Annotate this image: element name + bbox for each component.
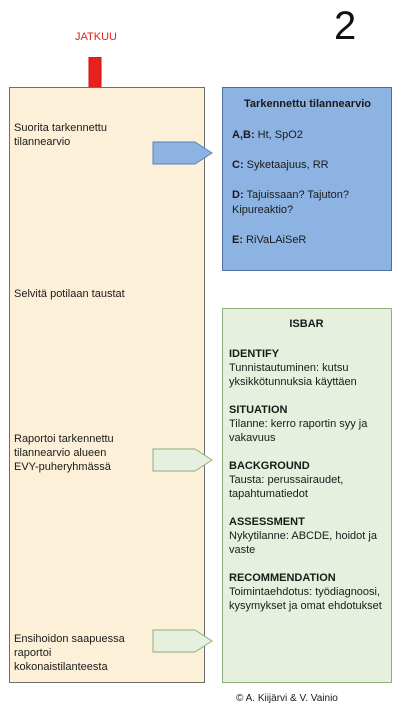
continue-label: JATKUU [75, 31, 117, 43]
blue-arrow-connector [152, 137, 214, 169]
green-arrow-connector [152, 444, 214, 476]
isbar-section-background: BACKGROUND Tausta: perussairaudet, tapahtumatiedot [229, 460, 344, 500]
assessment-box [222, 87, 392, 271]
main-column [9, 87, 205, 683]
step-report-to-ems: Ensihoidon saapuessa raportoi kokonaistilanteesta [14, 633, 125, 673]
copyright-notice: © A. Kiijärvi & V. Vainio [236, 693, 338, 704]
isbar-box [222, 308, 392, 683]
isbar-section-situation: SITUATION Tilanne: kerro raportin syy ja vakavuus [229, 404, 368, 444]
assessment-line-c: C: Syketaajuus, RR [232, 159, 329, 171]
assessment-line-ab: A,B: Ht, SpO2 [232, 129, 303, 141]
step-report-assessment: Raportoi tarkennettu tilannearvio alueen EVY-puheryhmässä [14, 433, 114, 473]
page-number: 2 [334, 4, 357, 48]
assessment-box-title: Tarkennettu tilannearvio [244, 98, 371, 110]
assessment-line-e: E: RiVaLAiSeR [232, 234, 307, 246]
isbar-title: ISBAR [289, 318, 324, 330]
isbar-section-recommendation: RECOMMENDATION Toimintaehdotus: työdiagnoosi, kysymykset ja omat ehdotukset [229, 572, 382, 612]
step-detailed-assessment: Suorita tarkennettu tilannearvio [14, 122, 107, 148]
green-arrow-connector [152, 625, 214, 657]
isbar-section-assessment: ASSESSMENT Nykytilanne: ABCDE, hoidot ja vaste [229, 516, 377, 556]
isbar-section-identify: IDENTIFY Tunnistautuminen: kutsu yksikkötunnuksia käyttäen [229, 348, 357, 388]
step-patient-background: Selvitä potilaan taustat [14, 288, 125, 300]
assessment-line-d: D: Tajuissaan? Tajuton? Kipureaktio? [232, 189, 350, 216]
